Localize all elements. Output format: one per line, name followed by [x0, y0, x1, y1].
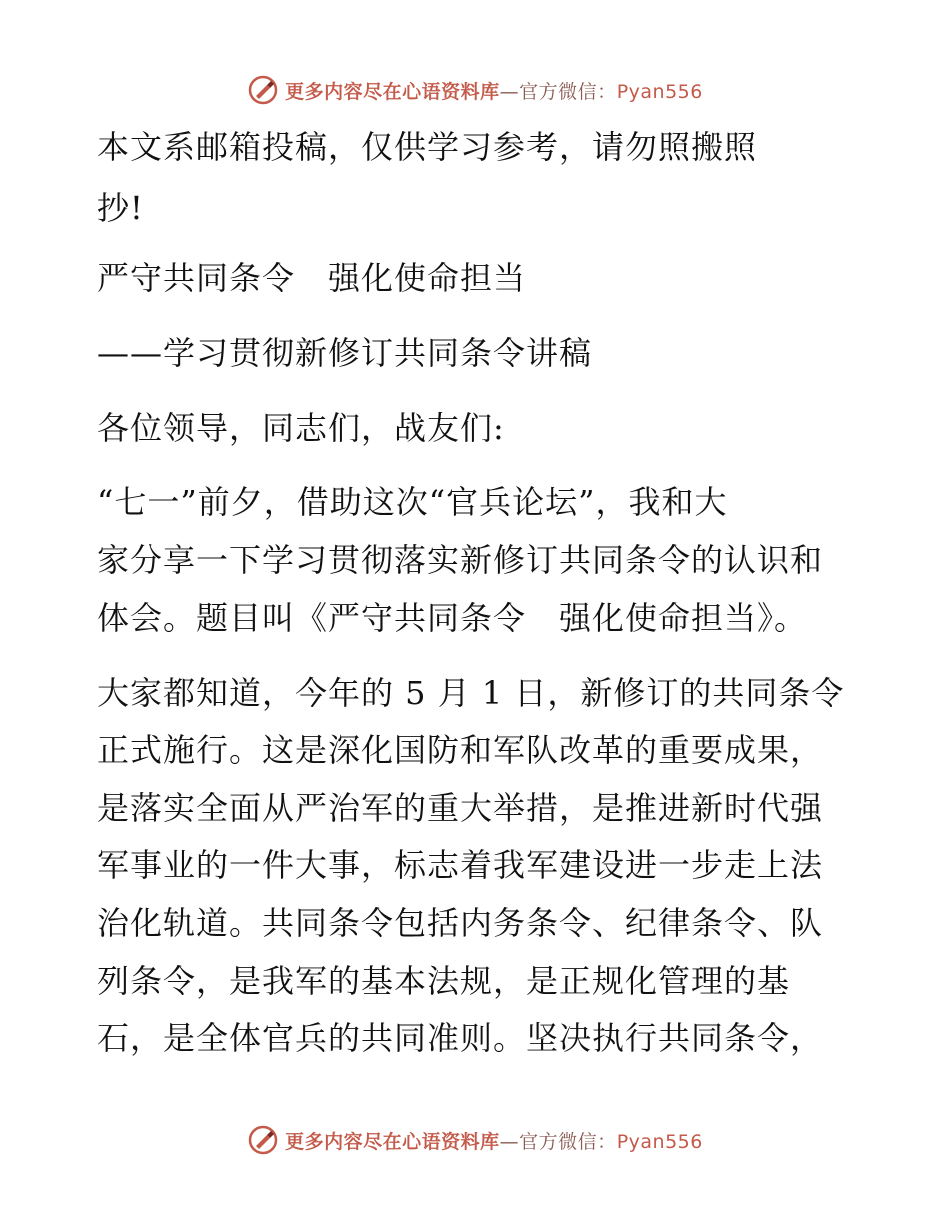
text-line: 家分享一下学习贯彻落实新修订共同条令的认识和 — [97, 541, 824, 579]
text-line: 正式施行。这是深化国防和军队改革的重要成果， — [97, 731, 824, 769]
header-banner — [0, 70, 950, 110]
pen-nib-logo-icon — [247, 74, 279, 106]
banner-text — [285, 77, 703, 104]
text-line: 石，是全体官兵的共同准则。坚决执行共同条令， — [97, 1019, 824, 1057]
banner-main-text: 更多内容尽在心语资料库 — [285, 1130, 500, 1153]
banner-wechat-label: 官方微信： — [519, 80, 617, 103]
banner-wechat-id: Pyan556 — [616, 80, 703, 103]
pen-nib-logo-icon — [247, 1124, 279, 1156]
text-line: 抄! — [97, 189, 144, 227]
subtitle-line: ——学习贯彻新修订共同条令讲稿 — [97, 334, 593, 372]
banner-wechat-id: Pyan556 — [616, 1130, 703, 1153]
text-line: 军事业的一件大事，标志着我军建设进一步走上法 — [97, 846, 824, 884]
text-line: 体会。题目叫《严守共同条令 强化使命担当》。 — [97, 599, 808, 637]
text-line: 是落实全面从严治军的重大举措，是推进新时代强 — [97, 789, 824, 827]
salutation-line: 各位领导，同志们，战友们: — [97, 409, 505, 447]
banner-wechat-label: 官方微信： — [519, 1130, 617, 1153]
text-line: 本文系邮箱投稿，仅供学习参考，请勿照搬照 — [97, 128, 758, 166]
footer-banner — [0, 1120, 950, 1160]
text-line: 治化轨道。共同条令包括内务条令、纪律条令、队 — [97, 904, 824, 942]
banner-dash: — — [499, 1130, 520, 1153]
text-line: 大家都知道，今年的 5 月 1 日，新修订的共同条令 — [97, 674, 845, 712]
text-line: 列条令，是我军的基本法规，是正规化管理的基 — [97, 962, 791, 1000]
banner-dash: — — [499, 80, 520, 103]
banner-main-text: 更多内容尽在心语资料库 — [285, 80, 500, 103]
title-line: 严守共同条令 强化使命担当 — [97, 259, 527, 297]
text-line: “七一”前夕，借助这次“官兵论坛”，我和大 — [97, 483, 728, 521]
banner-text — [285, 1127, 703, 1154]
